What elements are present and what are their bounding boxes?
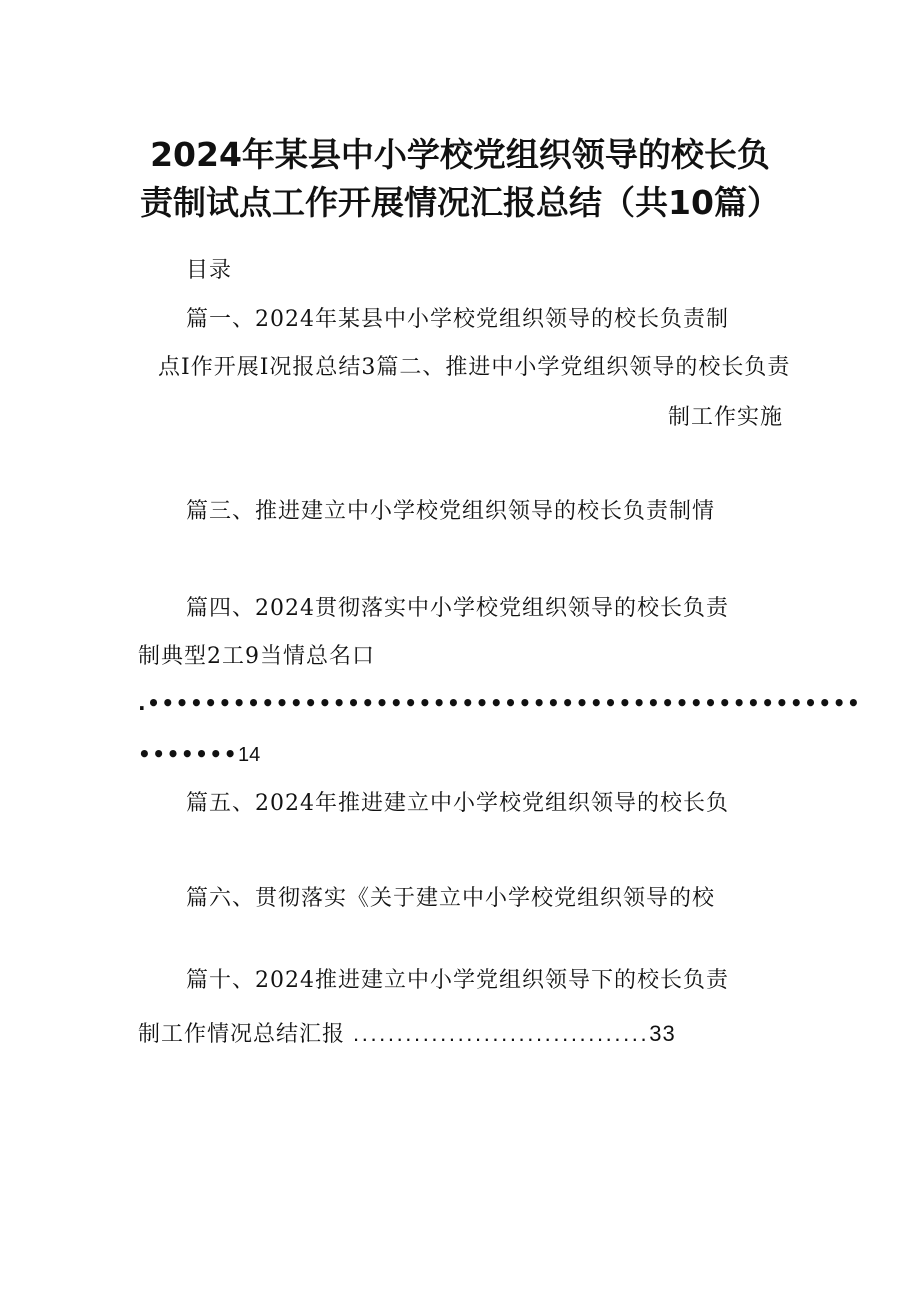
toc-entry-3[interactable]: 篇三、推进建立中小学校党组织领导的校长负责制情 — [186, 499, 716, 524]
toc-entry-10-leader-dots: .................................. — [353, 1021, 650, 1046]
document-title-line-1: 2024年某县中小学校党组织领导的校长负 — [150, 135, 770, 174]
toc-entry-1-line-1[interactable]: 篇一、2024年某县中小学校党组织领导的校长负责制 — [186, 307, 729, 332]
toc-entry-4-line-1[interactable]: 篇四、2024贯彻落实中小学校党组织领导的校长负责 — [186, 596, 729, 621]
toc-entry-4-line-2[interactable]: 制典型2工9当情总名口 — [138, 644, 375, 669]
document-title-line-2: 责制试点工作开展情况汇报总结（共10篇） — [140, 183, 780, 222]
toc-entry-5[interactable]: 篇五、2024年推进建立中小学校党组织领导的校长负 — [186, 791, 729, 816]
toc-entry-1-line-2[interactable]: 点I作开展I况报总结3篇二、推进中小学党组织领导的校长负责 — [158, 355, 791, 380]
toc-entry-6[interactable]: 篇六、贯彻落实《关于建立中小学校党组织领导的校 — [186, 886, 716, 911]
toc-entry-1-line-3[interactable]: 制工作实施 — [667, 405, 783, 430]
toc-entry-4-leader-end — [138, 739, 260, 770]
toc-entry-10-page-number: 33 — [649, 1021, 676, 1046]
toc-heading: 目录 — [186, 258, 233, 283]
toc-entry-4-leader-dots-end: ••••••• — [138, 742, 238, 766]
toc-entry-4-page-number: 14 — [237, 744, 261, 766]
toc-entry-10-line-1[interactable]: 篇十、2024推进建立中小学党组织领导下的校长负责 — [186, 968, 729, 993]
toc-entry-4-leader-dots: .•••••••••••••••••••••••••••••••••••••••••••••••••• — [138, 691, 862, 715]
toc-entry-10-line-2[interactable] — [138, 1019, 676, 1050]
toc-entry-10-text: 制工作情况总结汇报 — [138, 1022, 346, 1047]
